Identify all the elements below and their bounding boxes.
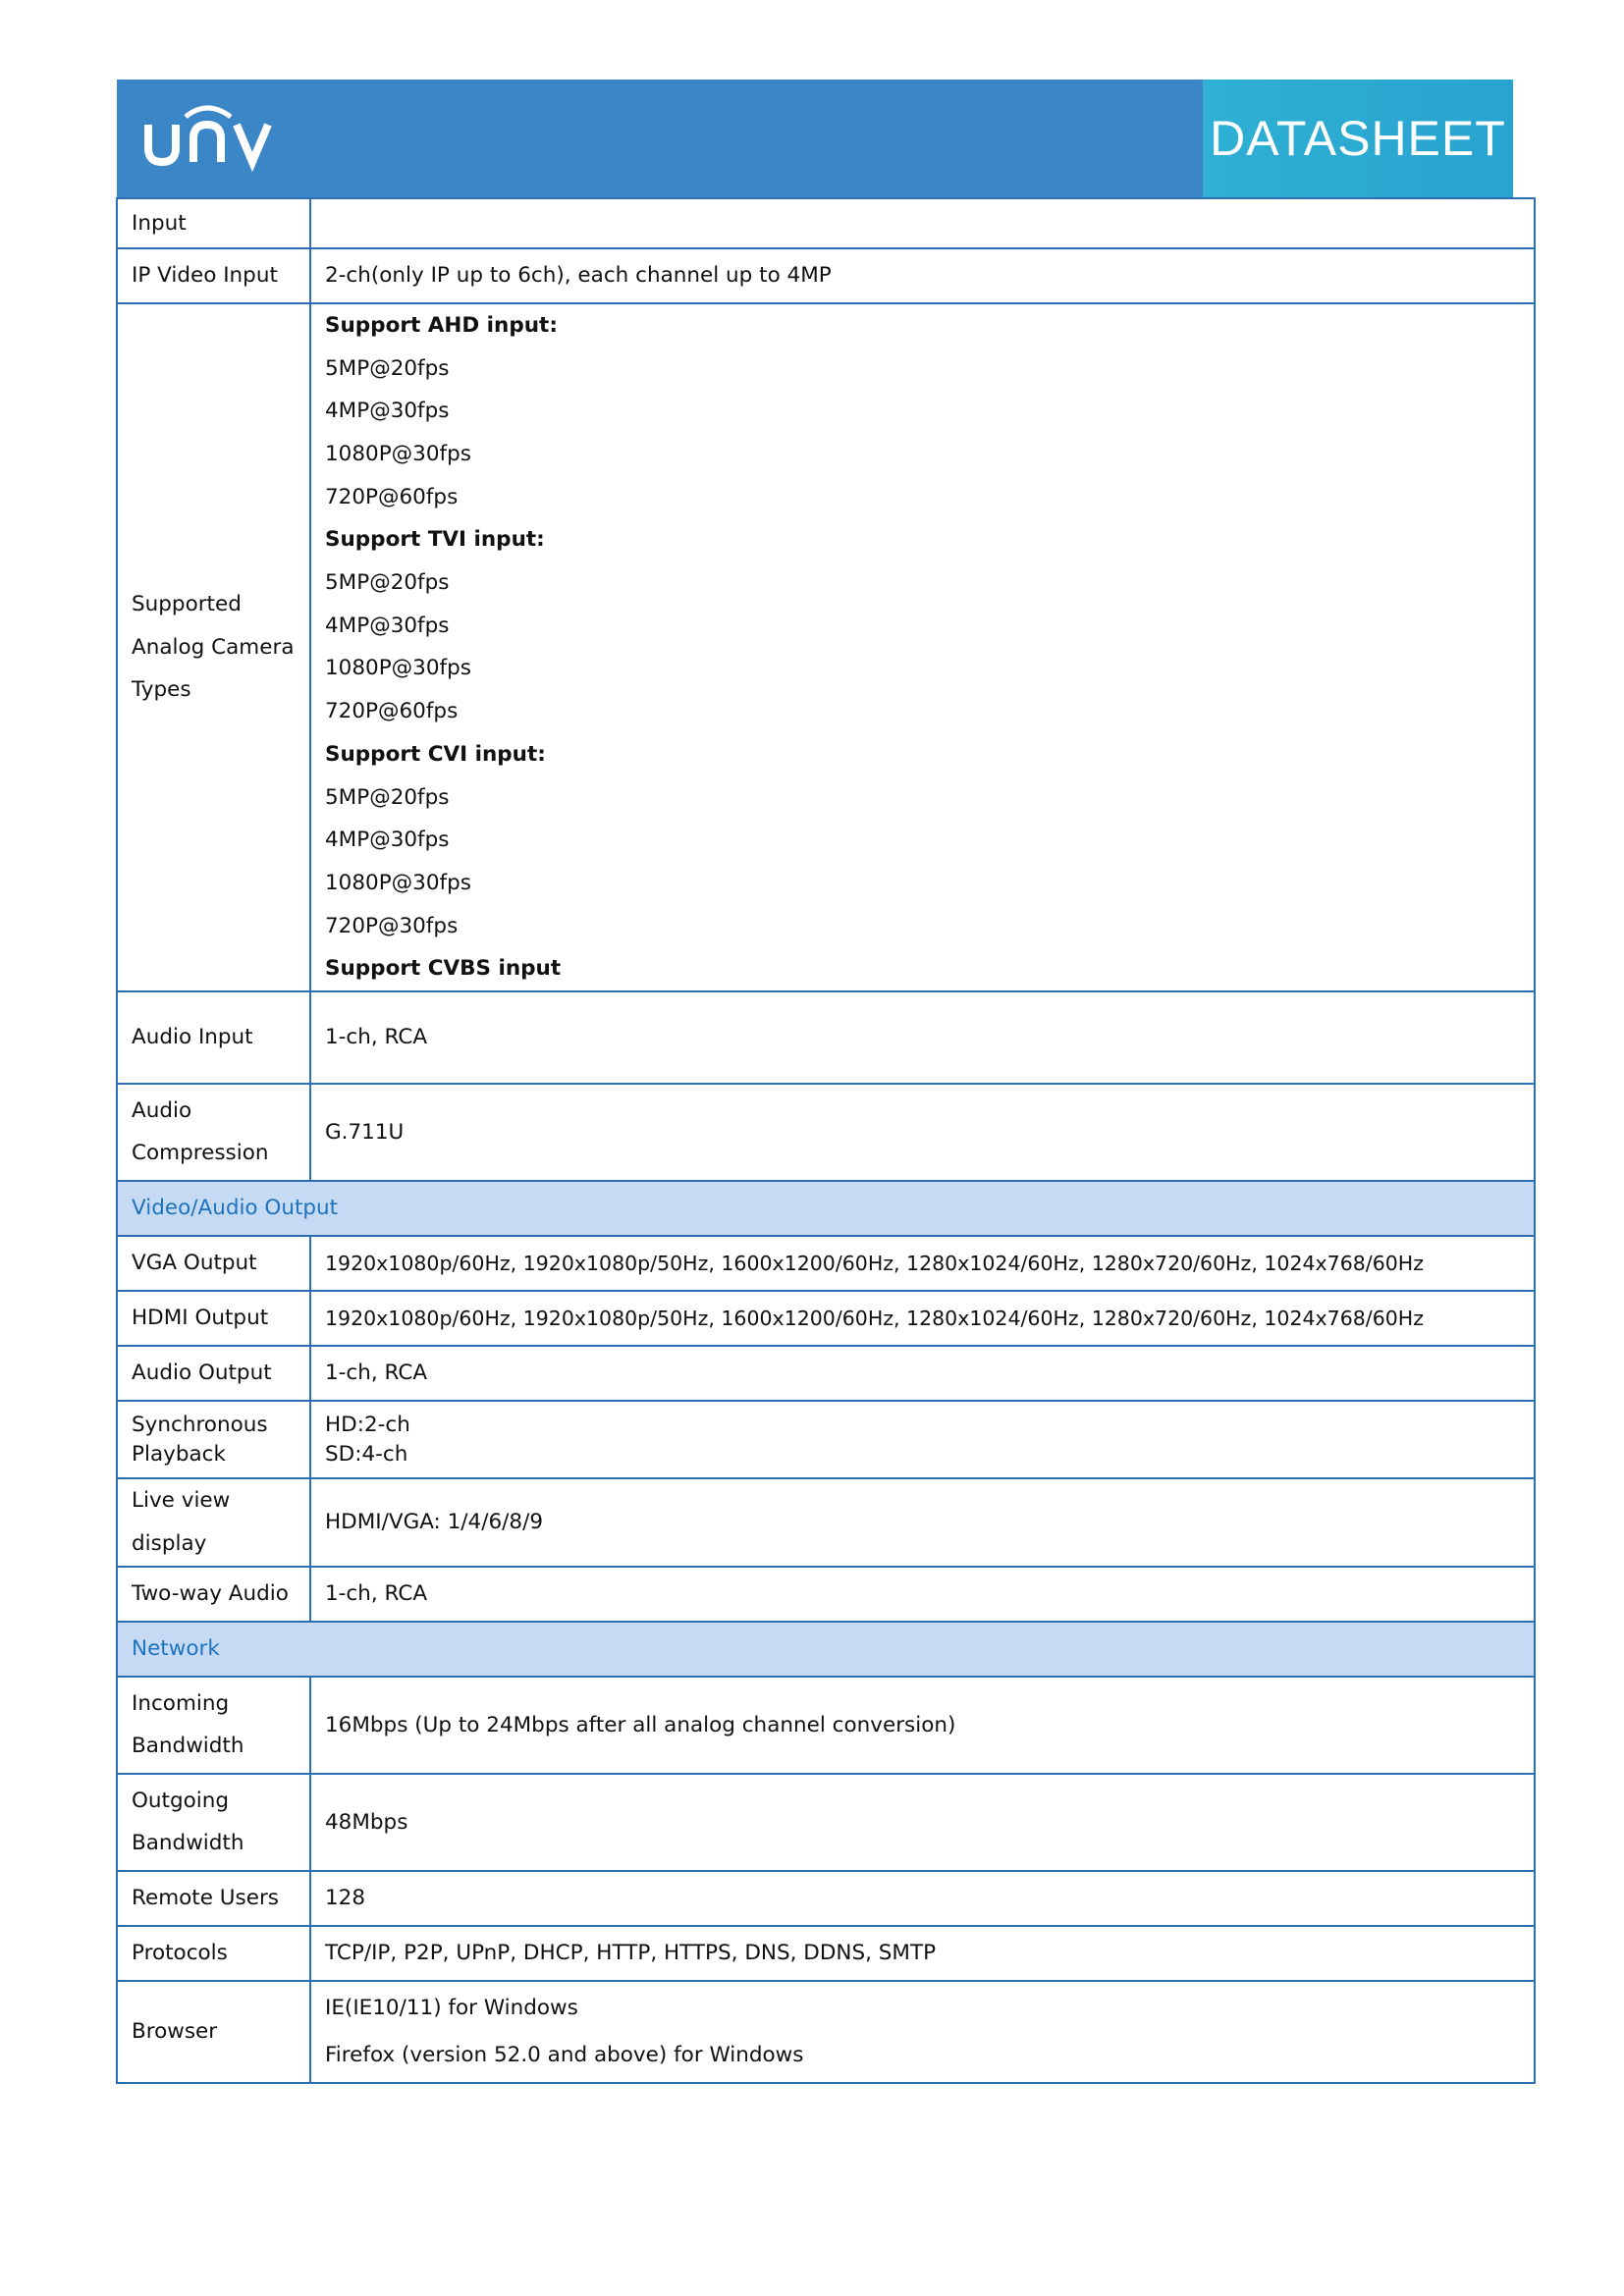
- table-row: [117, 1981, 1535, 2083]
- table-row: [117, 1774, 1535, 1871]
- row-label: Remote Users: [117, 1871, 310, 1926]
- value-line: 1080P@30fps: [325, 656, 471, 681]
- table-row: [117, 303, 1535, 991]
- row-label: HDMI Output: [117, 1291, 310, 1346]
- value-heading: Support CVI input:: [325, 741, 546, 767]
- table-row: [117, 1291, 1535, 1346]
- datasheet-title: DATASHEET: [1210, 111, 1506, 166]
- section-title: Video/Audio Output: [117, 1181, 1535, 1236]
- value-heading: Support CVBS input: [325, 956, 562, 982]
- label-line: Bandwidth: [132, 1734, 244, 1759]
- value-heading: Support AHD input:: [325, 312, 558, 338]
- label-line: display: [132, 1530, 207, 1556]
- table-row: [117, 1346, 1535, 1401]
- label-line: Live view: [132, 1488, 231, 1514]
- value-line: 1920x1080p/60Hz, 1920x1080p/50Hz, 1600x1200/60Hz, 1280x1024/60Hz, 1280x720/60Hz, 1024x768/60Hz: [325, 1251, 1424, 1275]
- row-label: Audio Output: [117, 1346, 310, 1401]
- label-line: Bandwidth: [132, 1831, 244, 1856]
- value-line: 5MP@20fps: [325, 570, 450, 596]
- row-label: Audio Input: [117, 991, 310, 1084]
- label-line: Synchronous: [132, 1412, 268, 1437]
- row-value: G.711U: [310, 1084, 1535, 1181]
- row-label: Input: [117, 198, 310, 248]
- label-line: Compression: [132, 1141, 269, 1166]
- table-row: [117, 1401, 1535, 1478]
- row-value: 48Mbps: [310, 1774, 1535, 1871]
- value-line: 5MP@20fps: [325, 784, 450, 810]
- row-value: TCP/IP, P2P, UPnP, DHCP, HTTP, HTTPS, DNS, DDNS, SMTP: [310, 1926, 1535, 1981]
- value-line: 720P@60fps: [325, 699, 459, 724]
- row-value: [310, 198, 1535, 248]
- table-row: [117, 1478, 1535, 1567]
- table-row: [117, 991, 1535, 1084]
- label-line: Supported: [132, 591, 242, 616]
- value-line: 1080P@30fps: [325, 442, 471, 466]
- section-title: Network: [117, 1622, 1535, 1677]
- value-line: 5MP@20fps: [325, 355, 450, 381]
- row-value: 1-ch, RCA: [310, 1346, 1535, 1401]
- row-label: [117, 1774, 310, 1871]
- table-row: [117, 198, 1535, 248]
- row-value: [310, 1236, 1535, 1291]
- value-line: 1920x1080p/60Hz, 1920x1080p/50Hz, 1600x1200/60Hz, 1280x1024/60Hz, 1280x720/60Hz, 1024x768/60Hz: [325, 1306, 1424, 1330]
- row-label: Browser: [117, 1981, 310, 2083]
- value-line: 720P@60fps: [325, 484, 459, 509]
- row-value: 2-ch(only IP up to 6ch), each channel up to 4MP: [310, 248, 1535, 303]
- value-line: 4MP@30fps: [325, 399, 450, 424]
- section-row: [117, 1622, 1535, 1677]
- section-row: [117, 1181, 1535, 1236]
- label-line: Types: [132, 677, 191, 703]
- row-label: [117, 1677, 310, 1774]
- row-label: Protocols: [117, 1926, 310, 1981]
- table-row: [117, 1677, 1535, 1774]
- value-line: IE(IE10/11) for Windows: [325, 1996, 578, 2021]
- label-line: Outgoing: [132, 1788, 230, 1813]
- table-row: [117, 1236, 1535, 1291]
- row-value: [310, 1291, 1535, 1346]
- value-line: Firefox (version 52.0 and above) for Windows: [325, 2043, 804, 2068]
- spec-table: [116, 197, 1536, 2084]
- row-label: [117, 1478, 310, 1567]
- value-line: HD:2-ch: [325, 1412, 410, 1437]
- logo-band: [117, 80, 1203, 197]
- row-value: [310, 303, 1535, 991]
- row-value: [310, 1981, 1535, 2083]
- table-row: [117, 1084, 1535, 1181]
- row-label: Two-way Audio: [117, 1567, 310, 1622]
- value-line: 720P@30fps: [325, 913, 459, 938]
- unv-logo: [140, 97, 288, 176]
- row-value: 128: [310, 1871, 1535, 1926]
- value-line: SD:4-ch: [325, 1441, 408, 1467]
- table-row: [117, 1926, 1535, 1981]
- table-row: [117, 1567, 1535, 1622]
- row-value: HDMI/VGA: 1/4/6/8/9: [310, 1478, 1535, 1567]
- datasheet-badge: [1203, 80, 1513, 197]
- row-label: IP Video Input: [117, 248, 310, 303]
- row-label: [117, 303, 310, 991]
- row-value: 1-ch, RCA: [310, 991, 1535, 1084]
- value-line: 4MP@30fps: [325, 613, 450, 638]
- row-value: 16Mbps (Up to 24Mbps after all analog channel conversion): [310, 1677, 1535, 1774]
- value-line: 1080P@30fps: [325, 870, 471, 895]
- row-label: [117, 1401, 310, 1478]
- row-label: [117, 1084, 310, 1181]
- label-line: Analog Camera: [132, 634, 295, 660]
- row-value: [310, 1401, 1535, 1478]
- table-row: [117, 1871, 1535, 1926]
- label-line: Incoming: [132, 1690, 230, 1716]
- label-line: Audio: [132, 1097, 192, 1123]
- value-heading: Support TVI input:: [325, 527, 545, 553]
- table-row: [117, 248, 1535, 303]
- datasheet-header: [117, 80, 1513, 197]
- row-label: VGA Output: [117, 1236, 310, 1291]
- row-value: 1-ch, RCA: [310, 1567, 1535, 1622]
- label-line: Playback: [132, 1441, 226, 1467]
- value-line: 4MP@30fps: [325, 828, 450, 853]
